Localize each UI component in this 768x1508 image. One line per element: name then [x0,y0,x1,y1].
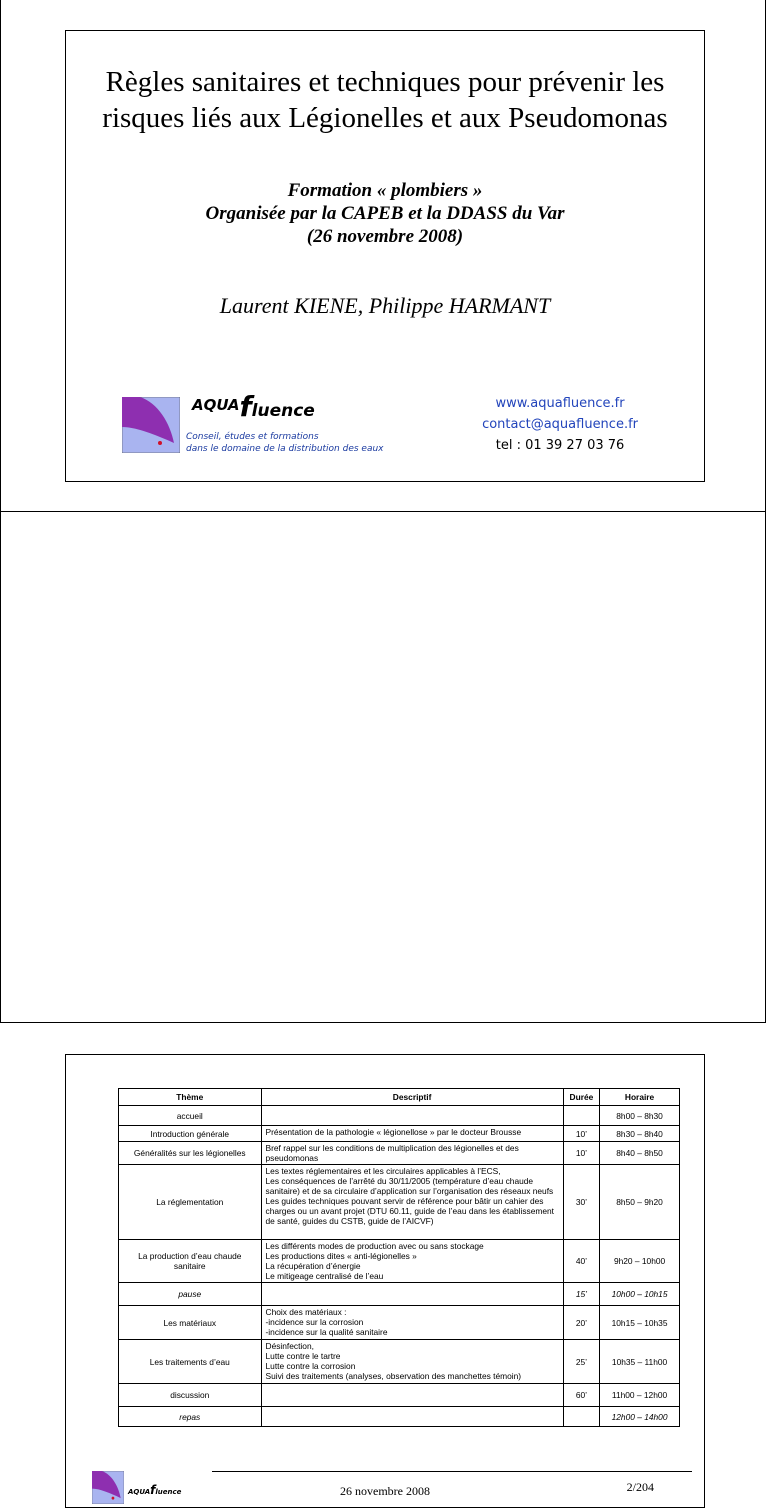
row-theme: Les matériaux [119,1306,262,1340]
brand-name [192,390,315,423]
header-horaire: Horaire [600,1089,680,1106]
row-duree: 20’ [563,1306,599,1340]
row-descriptif: Choix des matériaux : -incidence sur la corrosion -incidence sur la qualité sanitaire [261,1306,563,1340]
table-row [119,1407,680,1427]
row-theme: Généralités sur les légionelles [119,1142,262,1165]
row-theme: La réglementation [119,1165,262,1240]
brand-tagline [186,431,384,455]
page-1-frame [0,0,766,512]
row-duree: 10’ [563,1126,599,1142]
table-row [119,1106,680,1126]
row-theme: pause [119,1283,262,1306]
table-row [119,1283,680,1306]
row-horaire: 8h50 – 9h20 [600,1165,680,1240]
title-slide [65,30,705,482]
table-header-row [119,1089,680,1106]
phone-number: tel : 01 39 27 03 76 [495,438,625,453]
row-horaire: 10h00 – 10h15 [600,1283,680,1306]
row-horaire: 9h20 – 10h00 [600,1240,680,1283]
program-slide [65,1054,705,1508]
table-row [119,1126,680,1142]
row-duree: 25’ [563,1340,599,1384]
row-duree [563,1407,599,1427]
row-descriptif [261,1283,563,1306]
row-descriptif: Présentation de la pathologie « légionellose » par le docteur Brousse [261,1126,563,1142]
row-duree [563,1106,599,1126]
row-duree: 10’ [563,1142,599,1165]
row-horaire: 11h00 – 12h00 [600,1384,680,1407]
slide-subtitle [66,179,704,248]
title-line-1: Règles sanitaires et techniques pour prévenir les [105,66,665,98]
table-row [119,1384,680,1407]
subtitle-line-3: (26 novembre 2008) [306,226,464,247]
row-horaire: 8h40 – 8h50 [600,1142,680,1165]
row-horaire: 12h00 – 14h00 [600,1407,680,1427]
row-horaire: 8h30 – 8h40 [600,1126,680,1142]
footer-brand-part-1: AQUA [128,1488,151,1496]
subtitle-line-1: Formation « plombiers » [287,180,483,201]
brand-part-1: AQUA [192,396,240,414]
subtitle-line-2: Organisée par la CAPEB et la DDASS du Var [205,203,565,224]
row-descriptif: Les textes réglementaires et les circulaires applicables à l’ECS, Les conséquences de l’arrêté du 30/11/2005 (température d’eau chaude sanitaire) et de sa circulaire d’application sur l’organisation des réseaux neufs Les guides techniques pouvant servir de référence pour bâtir un cahier des charges ou un avant projet (DTU 60.11, guide de l’eau dans les établissement de santé, guides du CSTB, guide de l’AICVF) [261,1165,563,1240]
header-duree: Durée [563,1089,599,1106]
aquafluence-logo-icon [122,397,180,453]
row-duree: 40’ [563,1240,599,1283]
page-2-frame [0,511,766,1498]
table-row [119,1142,680,1165]
row-duree: 30’ [563,1165,599,1240]
table-row [119,1306,680,1340]
row-descriptif: Les différents modes de production avec ou sans stockage Les productions dites « anti-légionelles » La récupération d’énergie Le mitigeage centralisé de l’eau [261,1240,563,1283]
row-descriptif [261,1106,563,1126]
footer-date: 26 novembre 2008 [340,1484,430,1498]
row-descriptif: Bref rappel sur les conditions de multiplication des légionelles et des pseudomonas [261,1142,563,1165]
footer-brand-part-2: luence [155,1488,182,1496]
row-descriptif: Désinfection, Lutte contre le tartre Lutte contre la corrosion Suivi des traitements (analyses, observation des manchettes témoin) [261,1340,563,1384]
table-row [119,1340,680,1384]
row-theme: Introduction générale [119,1126,262,1142]
header-descriptif: Descriptif [261,1089,563,1106]
footer-brand-f: f [150,1483,156,1497]
website-link[interactable]: www.aquafluence.fr [495,396,625,411]
title-line-2: risques liés aux Légionelles et aux Pseudomonas [102,102,668,134]
row-descriptif [261,1407,563,1427]
row-duree: 15’ [563,1283,599,1306]
footer-divider [212,1471,692,1472]
tagline-line-1: Conseil, études et formations [186,432,319,442]
row-theme: accueil [119,1106,262,1126]
row-horaire: 10h35 – 11h00 [600,1340,680,1384]
row-theme: Les traitements d’eau [119,1340,262,1384]
page-number: 2/204 [626,1480,654,1494]
row-descriptif [261,1384,563,1407]
row-theme: La production d’eau chaude sanitaire [119,1240,262,1283]
table-row [119,1240,680,1283]
row-horaire: 8h00 – 8h30 [600,1106,680,1126]
schedule-table [118,1088,680,1427]
brand-part-2: luence [251,401,315,421]
tagline-line-2: dans le domaine de la distribution des eaux [186,444,384,454]
contact-block [482,393,638,456]
authors: Laurent KIENE, Philippe HARMANT [219,293,551,318]
row-theme: discussion [119,1384,262,1407]
row-horaire: 10h15 – 10h35 [600,1306,680,1340]
brand-f: f [239,390,252,423]
row-theme: repas [119,1407,262,1427]
email-link[interactable]: contact@aquafluence.fr [482,417,638,432]
header-theme: Thème [119,1089,262,1106]
row-duree: 60’ [563,1384,599,1407]
slide-title [66,64,704,136]
table-row [119,1165,680,1240]
